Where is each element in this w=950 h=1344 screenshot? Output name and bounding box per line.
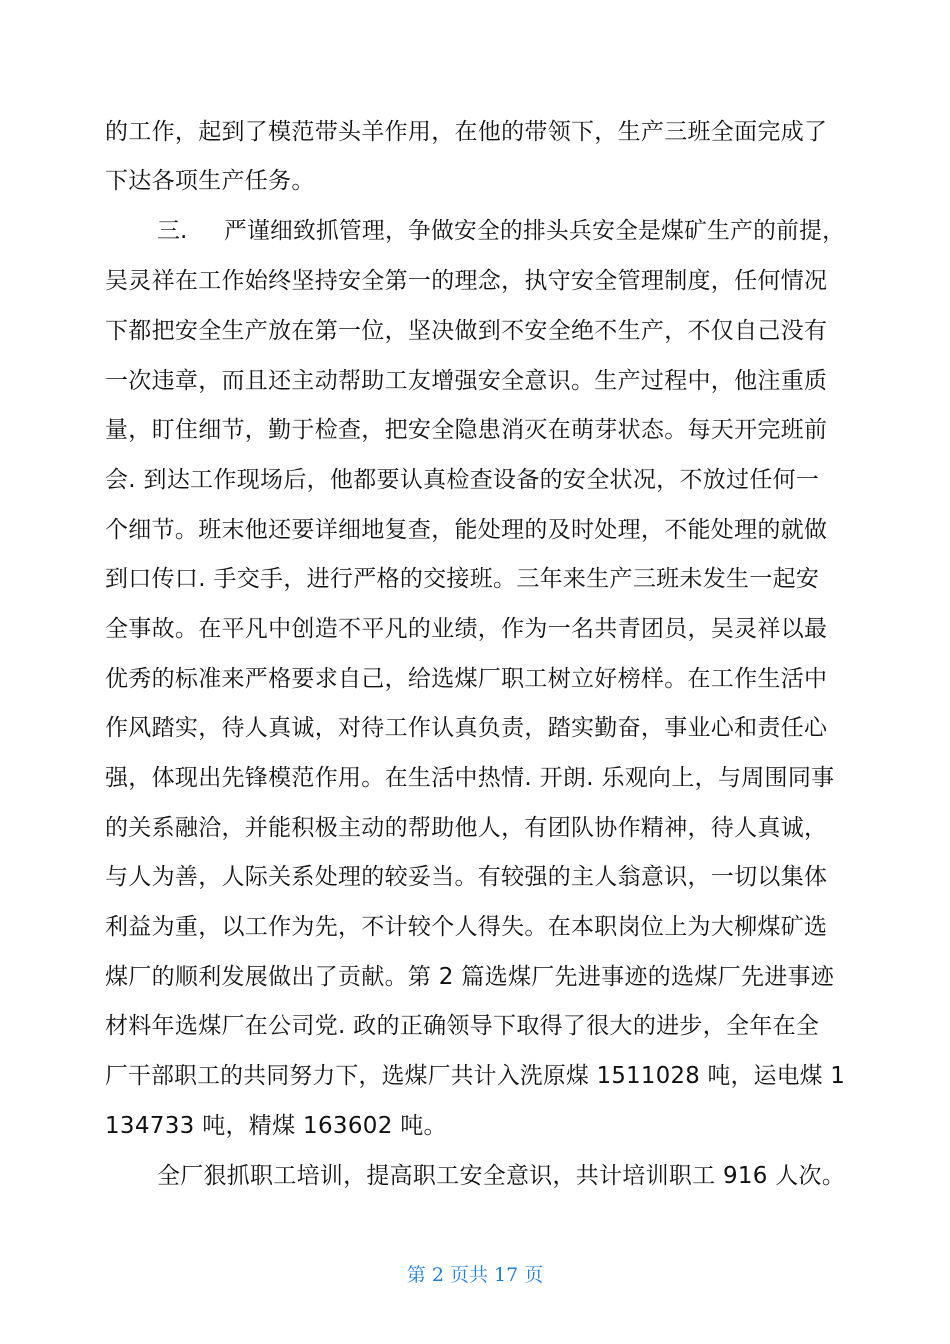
- paragraph-line: 到口传口. 手交手，进行严格的交接班。三年来生产三班未发生一起安: [105, 566, 820, 592]
- paragraph-line: 厂干部职工的共同努力下，选煤厂共计入洗原煤 1511028 吨，运电煤 1: [105, 1063, 846, 1089]
- paragraph-line: 材料年选煤厂在公司党. 政的正确领导下取得了很大的进步，全年在全: [105, 1013, 820, 1039]
- paragraph-line: 会. 到达工作现场后，他都要认真检查设备的安全状况，不放过任何一: [105, 467, 820, 493]
- section-heading-number: 三.: [157, 218, 188, 244]
- page-number-footer: 第 2 页共 17 页: [406, 1264, 544, 1286]
- paragraph-line: 量，盯住细节，勤于检查，把安全隐患消灭在萌芽状态。每天开完班前: [105, 417, 828, 443]
- paragraph-line: 优秀的标准来严格要求自己，给选煤厂职工树立好榜样。在工作生活中: [105, 666, 828, 692]
- paragraph-line: 134733 吨，精煤 163602 吨。: [105, 1113, 447, 1139]
- paragraph-line: 吴灵祥在工作始终坚持安全第一的理念，执守安全管理制度，任何情况: [105, 268, 828, 294]
- paragraph-line: 个细节。班末他还要详细地复查，能处理的及时处理，不能处理的就做: [105, 517, 828, 543]
- paragraph-line: 下都把安全生产放在第一位，坚决做到不安全绝不生产，不仅自己没有: [105, 318, 828, 344]
- paragraph-line: 与人为善，人际关系处理的较妥当。有较强的主人翁意识，一切以集体: [105, 864, 828, 890]
- last-paragraph: 全厂狠抓职工培训，提高职工安全意识，共计培训职工 916 人次。: [157, 1163, 846, 1189]
- section-heading-text: 严谨细致抓管理，争做安全的排头兵安全是煤矿生产的前提，: [224, 218, 846, 244]
- paragraph-line: 利益为重，以工作为先，不计较个人得失。在本职岗位上为大柳煤矿选: [105, 914, 828, 940]
- paragraph-line: 作风踏实，待人真诚，对待工作认真负责，踏实勤奋，事业心和责任心: [105, 715, 828, 741]
- paragraph-line: 一次违章，而且还主动帮助工友增强安全意识。生产过程中，他注重质: [105, 368, 828, 394]
- paragraph-line: 全事故。在平凡中创造不平凡的业绩，作为一名共青团员，吴灵祥以最: [105, 616, 828, 642]
- paragraph-line: 下达各项生产任务。: [105, 168, 315, 194]
- paragraph-line: 强，体现出先锋模范作用。在生活中热情. 开朗. 乐观向上，与周围同事: [105, 765, 835, 791]
- paragraph-line: 的关系融洽，并能积极主动的帮助他人，有团队协作精神，待人真诚，: [105, 815, 828, 841]
- paragraph-line: 煤厂的顺利发展做出了贡献。第 2 篇选煤厂先进事迹的选煤厂先进事迹: [105, 964, 835, 990]
- paragraph-line: 的工作，起到了模范带头羊作用，在他的带领下，生产三班全面完成了: [105, 119, 828, 145]
